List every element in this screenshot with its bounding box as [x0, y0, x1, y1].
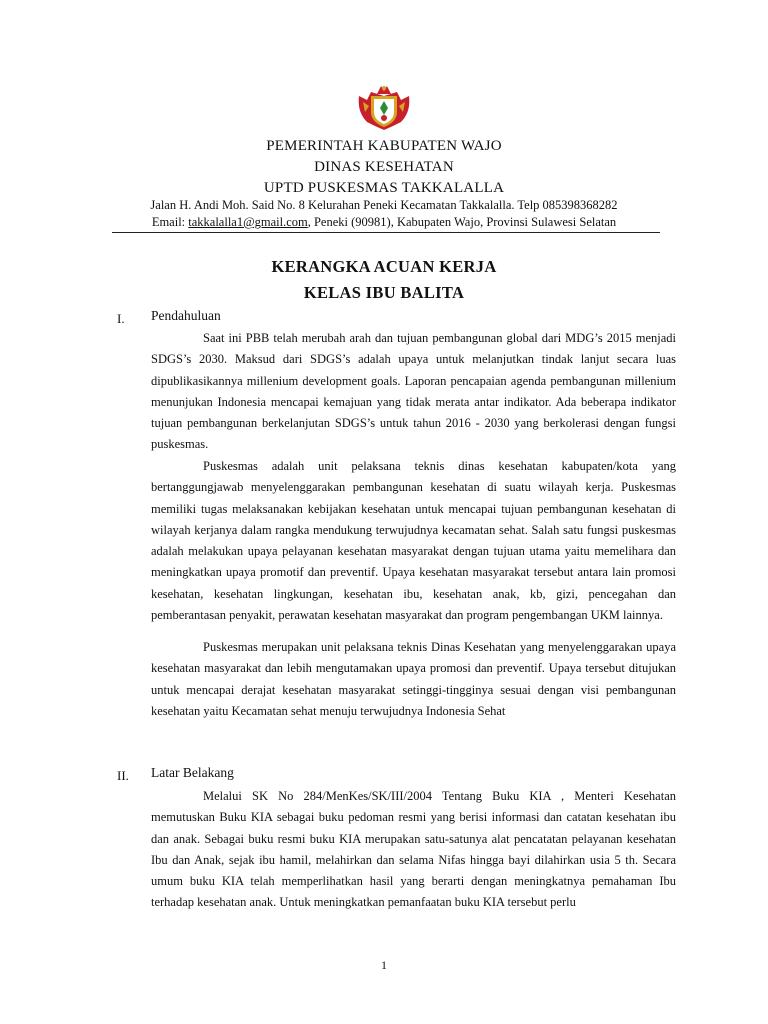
- paragraph: Melalui SK No 284/MenKes/SK/III/2004 Tentang Buku KIA , Menteri Kesehatan memutuskan Buku KIA sebagai buku pedoman resmi yang berisi informasi dan catatan kesehatan ibu dan anak. Sebagai buku resmi buku KIA merupakan satu-satunya alat pencatatan pelayanan kesehatan Ibu dan Anak, sejak ibu hamil, melahirkan dan selama Nifas hingga bayi dilahirkan usia 5 th. Secara umum buku KIA telah memperlihatkan hasil yang berarti dengan meningkatnya pemahaman Ibu terhadap kesehatan anak. Untuk meningkatkan pemanfaatan buku KIA tersebut perlu: [151, 789, 676, 910]
- section-number: II.: [117, 768, 129, 783]
- kabupaten-wajo-emblem-icon: [355, 82, 413, 132]
- paragraph: Saat ini PBB telah merubah arah dan tujuan pembangunan global dari MDG’s 2015 menjadi SDGS’s 2030. Maksud dari SDGS’s adalah upaya untuk melanjutkan tindak lanjut secara luas dipublikasikannya millenium development goals. Laporan pencapaian agenda pembangunan millenium menunjukan Indonesia mencapai kemajuan yang tidak merata antar indikator. Ada beberapa indikator tujuan pembangunan berkelanjutan SDGS’s untuk tahun 2016 - 2030 yang berkolerasi dengan fungsi puskesmas.: [151, 331, 676, 452]
- letterhead-line-3: UPTD PUSKESMAS TAKKALALLA: [263, 180, 505, 196]
- email-link[interactable]: takkalalla1@gmail.com: [188, 215, 308, 229]
- letterhead-contact: [0, 214, 768, 231]
- letterhead-line-2: DINAS KESEHATAN: [314, 159, 454, 175]
- letterhead-address: Jalan H. Andi Moh. Said No. 8 Kelurahan Peneki Kecamatan Takkalalla. Telp 085398368282: [150, 198, 618, 212]
- email-label: Email:: [151, 215, 189, 229]
- paragraph: Puskesmas merupakan unit pelaksana teknis Dinas Kesehatan yang menyelenggarakan upaya kesehatan masyarakat dan lebih mengutamakan upaya promosi dan preventif. Upaya tersebut ditujukan untuk mencapai derajat kesehatan masyarakat setinggi-tingginya sesuai dengan visi pembangunan kesehatan yaitu Kecamatan sehat menuju terwujudnya Indonesia Sehat: [151, 640, 676, 718]
- letterhead-line-1: PEMERINTAH KABUPATEN WAJO: [266, 138, 502, 154]
- section-number: I.: [117, 311, 125, 326]
- section-heading: Pendahuluan: [151, 308, 221, 323]
- section-heading: Latar Belakang: [151, 765, 234, 780]
- contact-rest: , Peneki (90981), Kabupaten Wajo, Provinsi Sulawesi Selatan: [307, 215, 617, 229]
- page-number: 1: [381, 958, 387, 972]
- document-title: KERANGKA ACUAN KERJA: [271, 257, 497, 276]
- letterhead-divider: [112, 232, 660, 233]
- paragraph: Puskesmas adalah unit pelaksana teknis dinas kesehatan kabupaten/kota yang bertanggungjawab menyelenggarakan pembangunan kesehatan di suatu wilayah kerja. Puskesmas memiliki tugas melaksanakan kebijakan kesehatan untuk mencapai tujuan pembangunan kesehatan di wilayah kerjanya dalam rangka mendukung terwujudnya kecamatan sehat. Salah satu fungsi puskesmas adalah melakukan upaya pelayanan kesehatan masyarakat dengan tujuan utama yaitu memelihara dan meningkatkan upaya promotif dan preventif. Upaya kesehatan masyarakat tersebut antara lain promosi kesehatan, kesehatan lingkungan, kesehatan ibu, kesehatan anak, kb, gizi, pencegahan dan pemberantasan penyakit, perawatan kesehatan masyarakat dan program pengembangan UKM lainnya.: [151, 459, 676, 623]
- document-subtitle: KELAS IBU BALITA: [303, 283, 465, 302]
